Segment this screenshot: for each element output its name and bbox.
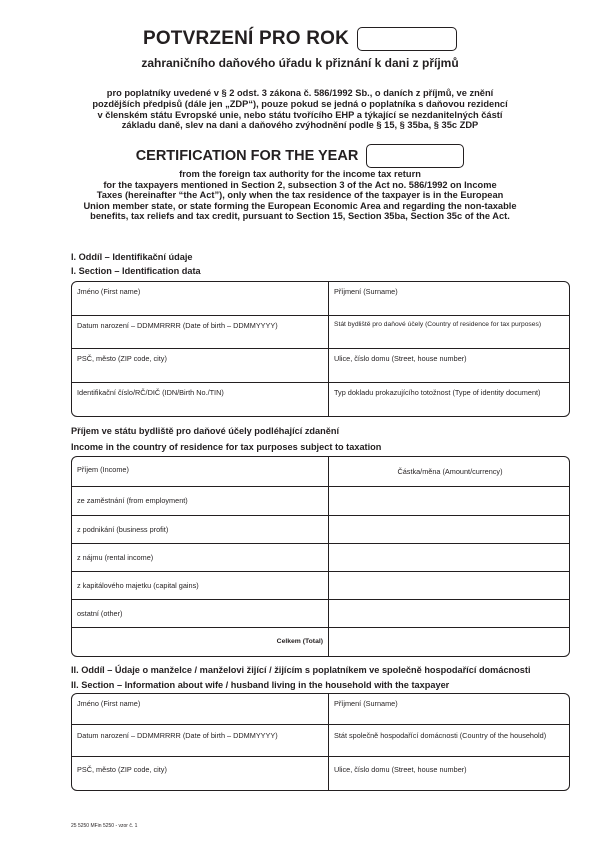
first-name-field[interactable] xyxy=(72,282,328,315)
form-code-footer: 25 5250 MFin 5250 - vzor č. 1 xyxy=(71,823,138,829)
amount-other-input[interactable] xyxy=(329,600,570,627)
income-table xyxy=(71,456,570,657)
intro-cz-line: základu daně, slev na dani a daňového zvýhodnění podle § 15, § 35ba, § 35c ZDP xyxy=(121,120,479,131)
field-label: Příjmení (Surname) xyxy=(334,287,398,296)
section1-heading-cz: I. Oddíl – Identifikační údaje xyxy=(71,252,193,262)
spouse-date-of-birth-field[interactable] xyxy=(72,725,328,756)
field-label: Jméno (First name) xyxy=(77,287,141,296)
date-of-birth-field[interactable] xyxy=(72,316,328,348)
identification-number-field[interactable] xyxy=(72,383,328,417)
income-row-label: z podnikání (business profit) xyxy=(77,525,169,534)
income-row-employment xyxy=(72,487,328,515)
amount-header-label: Částka/měna (Amount/currency) xyxy=(397,467,503,476)
country-of-residence-field[interactable] xyxy=(329,316,570,348)
surname-field[interactable] xyxy=(329,282,570,315)
income-row-business xyxy=(72,516,328,543)
income-row-other xyxy=(72,600,328,627)
field-label: Ulice, číslo domu (Street, house number) xyxy=(334,354,467,363)
income-row-capital xyxy=(72,572,328,599)
section2-heading-en: II. Section – Information about wife / husband living in the household with the taxpayer xyxy=(71,680,450,690)
intro-en-line: from the foreign tax authority for the income tax return xyxy=(179,169,421,179)
field-label: Datum narození – DDMMRRRR (Date of birth – DDMMYYYY) xyxy=(77,731,278,740)
zip-city-field[interactable] xyxy=(72,349,328,382)
amount-total-input[interactable] xyxy=(329,628,570,657)
household-country-field[interactable] xyxy=(329,725,570,756)
street-field[interactable] xyxy=(329,349,570,382)
income-row-label: z nájmu (rental income) xyxy=(77,553,154,562)
intro-en-line: Union member state, or state forming the European Economic Area and regarding the non-taxable xyxy=(83,200,517,211)
field-label: PSČ, město (ZIP code, city) xyxy=(77,765,167,774)
amount-column-header xyxy=(329,457,570,486)
spouse-surname-field[interactable] xyxy=(329,694,570,724)
income-total-row xyxy=(72,628,328,657)
intro-en-line: benefits, tax reliefs and tax credit, pursuant to Section 15, Section 35ba, Section 35c of the Act. xyxy=(90,211,510,222)
title-cz-row xyxy=(0,26,600,52)
income-header-label: Příjem (Income) xyxy=(77,465,129,474)
page-title-en: CERTIFICATION FOR THE YEAR xyxy=(135,148,359,164)
income-column-header xyxy=(72,457,328,486)
field-label: Příjmení (Surname) xyxy=(334,699,398,708)
intro-cz-line: pro poplatníky uvedené v § 2 odst. 3 zákona č. 586/1992 Sb., o daních z příjmů, ve znění xyxy=(106,88,494,98)
title-en-row xyxy=(0,144,600,168)
field-label: Typ dokladu prokazujícího totožnost (Type of identity document) xyxy=(334,388,541,397)
section1-table xyxy=(71,281,570,417)
amount-business-input[interactable] xyxy=(329,516,570,543)
year-input-en[interactable] xyxy=(366,144,464,168)
intro-en-line: for the taxpayers mentioned in Section 2, subsection 3 of the Act no. 586/1992 on Income xyxy=(103,179,497,190)
income-row-label: ze zaměstnání (from employment) xyxy=(77,496,188,505)
field-label: PSČ, město (ZIP code, city) xyxy=(77,354,167,363)
field-label: Jméno (First name) xyxy=(77,699,141,708)
amount-capital-input[interactable] xyxy=(329,572,570,599)
spouse-first-name-field[interactable] xyxy=(72,694,328,724)
income-heading-en: Income in the country of residence for tax purposes subject to taxation xyxy=(71,442,382,452)
section2-heading-cz: II. Oddíl – Údaje o manželce / manželovi žijící / žijícím s poplatníkem ve společně hospodařící domácnosti xyxy=(71,665,531,675)
income-row-label: z kapitálového majetku (capital gains) xyxy=(77,581,199,590)
section1-heading-en: I. Section – Identification data xyxy=(71,266,201,276)
total-label: Celkem (Total) xyxy=(276,638,323,645)
amount-employment-input[interactable] xyxy=(329,487,570,515)
income-row-rental xyxy=(72,544,328,571)
spouse-zip-city-field[interactable] xyxy=(72,757,328,791)
intro-cz-line: pozdějších předpisů (dále jen „ZDP“), pouze pokud se jedná o poplatníka s daňovou rezidencí xyxy=(92,98,508,109)
intro-en-line: Taxes (hereinafter “the Act”), only when the tax residence of the taxpayer is in the European xyxy=(96,190,504,201)
intro-cz-line: v členském státu Evropské unie, nebo státu tvořícího EHP a týkající se nezdanitelných částí xyxy=(97,109,503,120)
field-label: Stát společně hospodařící domácnosti (Country of the household) xyxy=(334,731,547,740)
amount-rental-input[interactable] xyxy=(329,544,570,571)
field-label: Ulice, číslo domu (Street, house number) xyxy=(334,765,467,774)
page-title-cz: POTVRZENÍ PRO ROK xyxy=(142,28,350,49)
section2-table xyxy=(71,693,570,791)
subtitle-cz: zahraničního daňového úřadu k přiznání k dani z příjmů xyxy=(141,56,459,70)
intro-en xyxy=(20,169,580,222)
identity-document-type-field[interactable] xyxy=(329,383,570,417)
intro-cz xyxy=(20,88,580,131)
spouse-street-field[interactable] xyxy=(329,757,570,791)
field-label: Stát bydliště pro daňové účely (Country of residence for tax purposes) xyxy=(334,321,542,328)
income-row-label: ostatní (other) xyxy=(77,609,123,618)
field-label: Identifikační číslo/RČ/DIČ (IDN/Birth No./TIN) xyxy=(77,388,224,397)
income-heading-cz: Příjem ve státu bydliště pro daňové účely podléhající zdanění xyxy=(71,426,340,436)
field-label: Datum narození – DDMMRRRR (Date of birth – DDMMYYYY) xyxy=(77,321,278,330)
year-input-cz[interactable] xyxy=(357,27,457,51)
